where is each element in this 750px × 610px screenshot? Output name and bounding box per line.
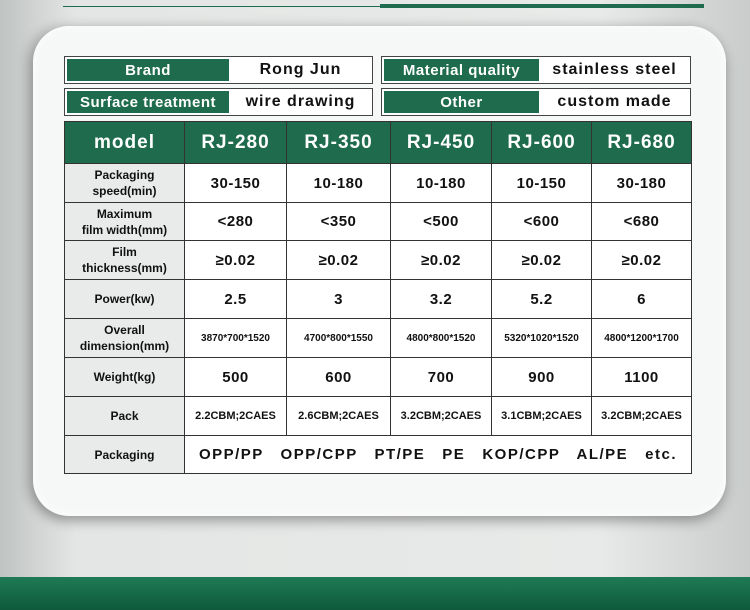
table-cell: ≥0.02	[287, 241, 391, 280]
material-label: Material quality	[384, 59, 539, 81]
bottom-green-band	[0, 577, 750, 610]
model-header: model	[65, 122, 185, 164]
table-cell: 900	[492, 358, 592, 397]
table-cell: 600	[287, 358, 391, 397]
table-cell: ≥0.02	[492, 241, 592, 280]
table-cell: 3	[287, 280, 391, 319]
table-cell: <600	[492, 203, 592, 241]
table-cell: <280	[185, 203, 287, 241]
brand-label: Brand	[67, 59, 229, 81]
table-cell: 30-150	[185, 164, 287, 203]
table-row	[65, 203, 692, 241]
table-header-row	[65, 122, 692, 164]
model-header-cell: RJ-600	[492, 122, 592, 164]
row-header-line1: Overall	[104, 323, 145, 337]
other-box	[381, 88, 691, 116]
table-cell: 3.2CBM;2CAES	[592, 397, 692, 436]
table-cell: 5.2	[492, 280, 592, 319]
brand-box	[64, 56, 373, 84]
row-header: Pack	[65, 397, 185, 436]
table-row	[65, 241, 692, 280]
model-header-cell: RJ-280	[185, 122, 287, 164]
table-row	[65, 358, 692, 397]
surface-value: wire drawing	[245, 93, 356, 110]
surface-label: Surface treatment	[67, 91, 229, 113]
table-row	[65, 164, 692, 203]
table-cell: <500	[391, 203, 492, 241]
table-cell: ≥0.02	[592, 241, 692, 280]
table-cell: ≥0.02	[185, 241, 287, 280]
row-header-line1: Film	[112, 245, 137, 259]
table-cell: <350	[287, 203, 391, 241]
spec-table	[64, 121, 692, 474]
surface-box	[64, 88, 373, 116]
table-cell: 1100	[592, 358, 692, 397]
packaging-materials: OPP/PP OPP/CPP PT/PE PE KOP/CPP AL/PE etc.	[185, 436, 692, 474]
row-header	[65, 319, 185, 358]
row-header: Packaging	[65, 436, 185, 474]
table-cell: 4800*1200*1700	[592, 319, 692, 358]
table-row	[65, 436, 692, 474]
table-cell: 6	[592, 280, 692, 319]
material-value: stainless steel	[552, 61, 677, 78]
table-cell: 30-180	[592, 164, 692, 203]
table-cell: 10-180	[391, 164, 492, 203]
model-header-cell: RJ-450	[391, 122, 492, 164]
table-cell: 10-180	[287, 164, 391, 203]
table-cell: 500	[185, 358, 287, 397]
row-header-line2: film width(mm)	[81, 222, 168, 237]
row-header-line1: Maximum	[96, 206, 153, 221]
row-header-line2: speed(min)	[92, 184, 157, 198]
table-cell: <680	[592, 203, 692, 241]
table-cell: 3870*700*1520	[185, 319, 287, 358]
table-cell: 4700*800*1550	[287, 319, 391, 358]
material-box	[381, 56, 691, 84]
table-cell: 2.2CBM;2CAES	[185, 397, 287, 436]
table-cell: 3.2	[391, 280, 492, 319]
top-divider-left	[63, 6, 380, 7]
row-header	[65, 203, 185, 241]
row-header	[65, 241, 185, 280]
table-row	[65, 319, 692, 358]
table-cell: 2.5	[185, 280, 287, 319]
other-value: custom made	[557, 93, 672, 110]
table-cell: 700	[391, 358, 492, 397]
row-header-line2: dimension(mm)	[79, 339, 170, 353]
row-header: Power(kw)	[65, 280, 185, 319]
row-header	[65, 164, 185, 203]
top-divider-right	[380, 4, 704, 8]
brand-value: Rong Jun	[259, 61, 342, 78]
table-cell: 10-150	[492, 164, 592, 203]
table-cell: ≥0.02	[391, 241, 492, 280]
table-cell: 5320*1020*1520	[492, 319, 592, 358]
table-cell: 3.2CBM;2CAES	[391, 397, 492, 436]
table-cell: 2.6CBM;2CAES	[287, 397, 391, 436]
other-label: Other	[384, 91, 539, 113]
table-row	[65, 397, 692, 436]
model-header-cell: RJ-350	[287, 122, 391, 164]
row-header-line2: thickness(mm)	[82, 261, 167, 275]
model-header-cell: RJ-680	[592, 122, 692, 164]
table-cell: 3.1CBM;2CAES	[492, 397, 592, 436]
table-cell: 4800*800*1520	[391, 319, 492, 358]
row-header-line1: Packaging	[94, 168, 155, 182]
table-row	[65, 280, 692, 319]
row-header: Weight(kg)	[65, 358, 185, 397]
